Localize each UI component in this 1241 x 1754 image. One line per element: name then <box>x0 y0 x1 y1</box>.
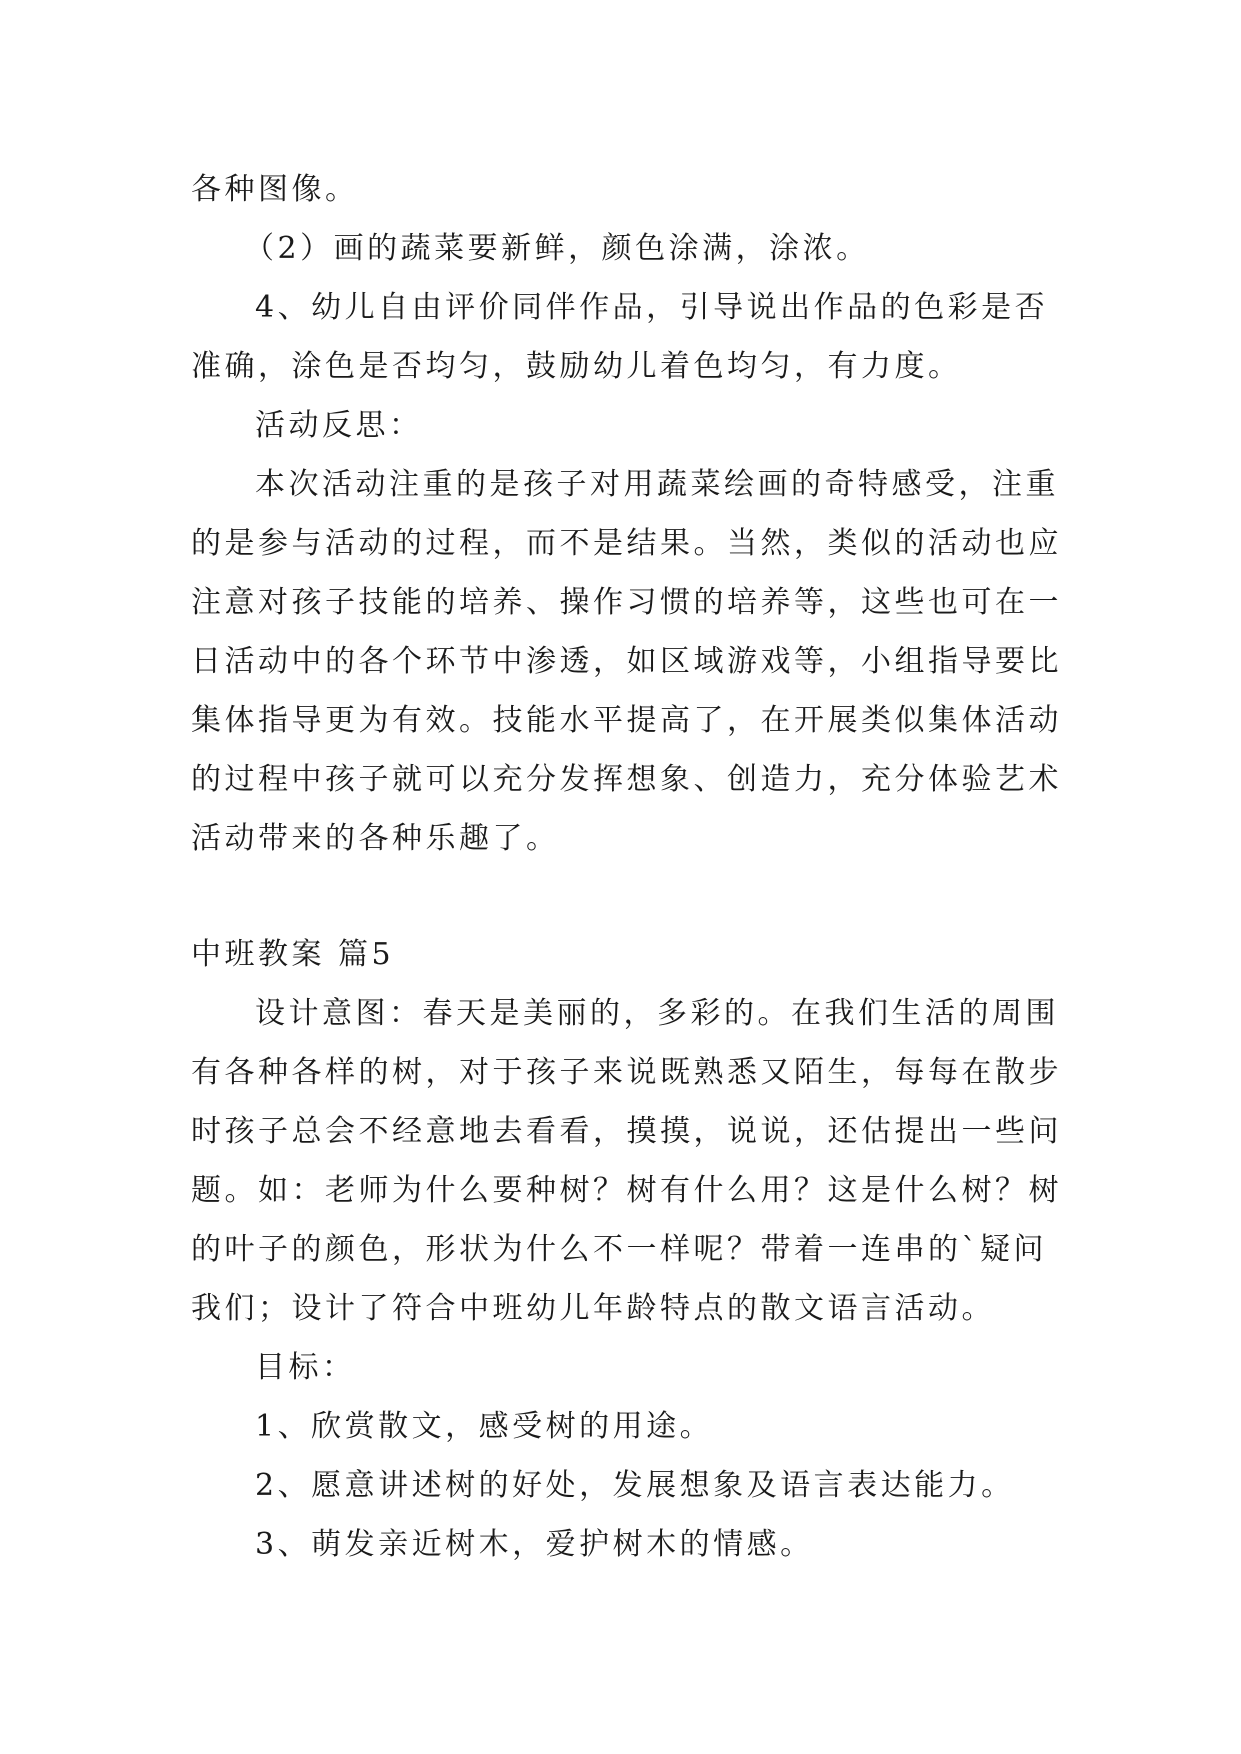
text-line: 日活动中的各个环节中渗透，如区域游戏等，小组指导要比 <box>191 644 1062 679</box>
text-line: 4、幼儿自由评价同伴作品，引导说出作品的色彩是否 <box>255 290 1049 325</box>
text-line: 的是参与活动的过程，而不是结果。当然，类似的活动也应 <box>191 526 1062 561</box>
text-line: 时孩子总会不经意地去看看，摸摸，说说，还估提出一些问 <box>191 1114 1062 1149</box>
document-body <box>191 160 1062 1574</box>
text-line: 集体指导更为有效。技能水平提高了，在开展类似集体活动 <box>191 703 1062 738</box>
text-line: （2）画的蔬菜要新鲜，颜色涂满，涂浓。 <box>244 231 870 266</box>
text-line: 有各种各样的树，对于孩子来说既熟悉又陌生，每每在散步 <box>191 1055 1062 1090</box>
text-line: 的叶子的颜色，形状为什么不一样呢？带着一连串的`疑问 <box>191 1232 1047 1267</box>
text-line: 各种图像。 <box>191 172 359 207</box>
text-line: 我们；设计了符合中班幼儿年龄特点的散文语言活动。 <box>191 1291 995 1326</box>
text-line: 注意对孩子技能的培养、操作习惯的培养等，这些也可在一 <box>191 585 1062 620</box>
text-line: 活动带来的各种乐趣了。 <box>191 821 560 856</box>
text-line: 本次活动注重的是孩子对用蔬菜绘画的奇特感受，注重 <box>255 467 1059 502</box>
text-line: 准确，涂色是否均匀，鼓励幼儿着色均匀，有力度。 <box>191 349 962 384</box>
text-line: 设计意图：春天是美丽的，多彩的。在我们生活的周围 <box>255 996 1059 1031</box>
section-heading: 目标： <box>255 1350 356 1385</box>
text-line: 题。如：老师为什么要种树？树有什么用？这是什么树？树 <box>191 1173 1062 1208</box>
list-item: 3、萌发亲近树木，爱护树木的情感。 <box>255 1527 814 1562</box>
section-heading: 活动反思： <box>255 408 423 443</box>
chapter-title: 中班教案 篇5 <box>191 937 395 972</box>
list-item: 2、愿意讲述树的好处，发展想象及语言表达能力。 <box>255 1468 1015 1503</box>
list-item: 1、欣赏散文，感受树的用途。 <box>255 1409 714 1444</box>
text-line: 的过程中孩子就可以充分发挥想象、创造力，充分体验艺术 <box>191 762 1062 797</box>
